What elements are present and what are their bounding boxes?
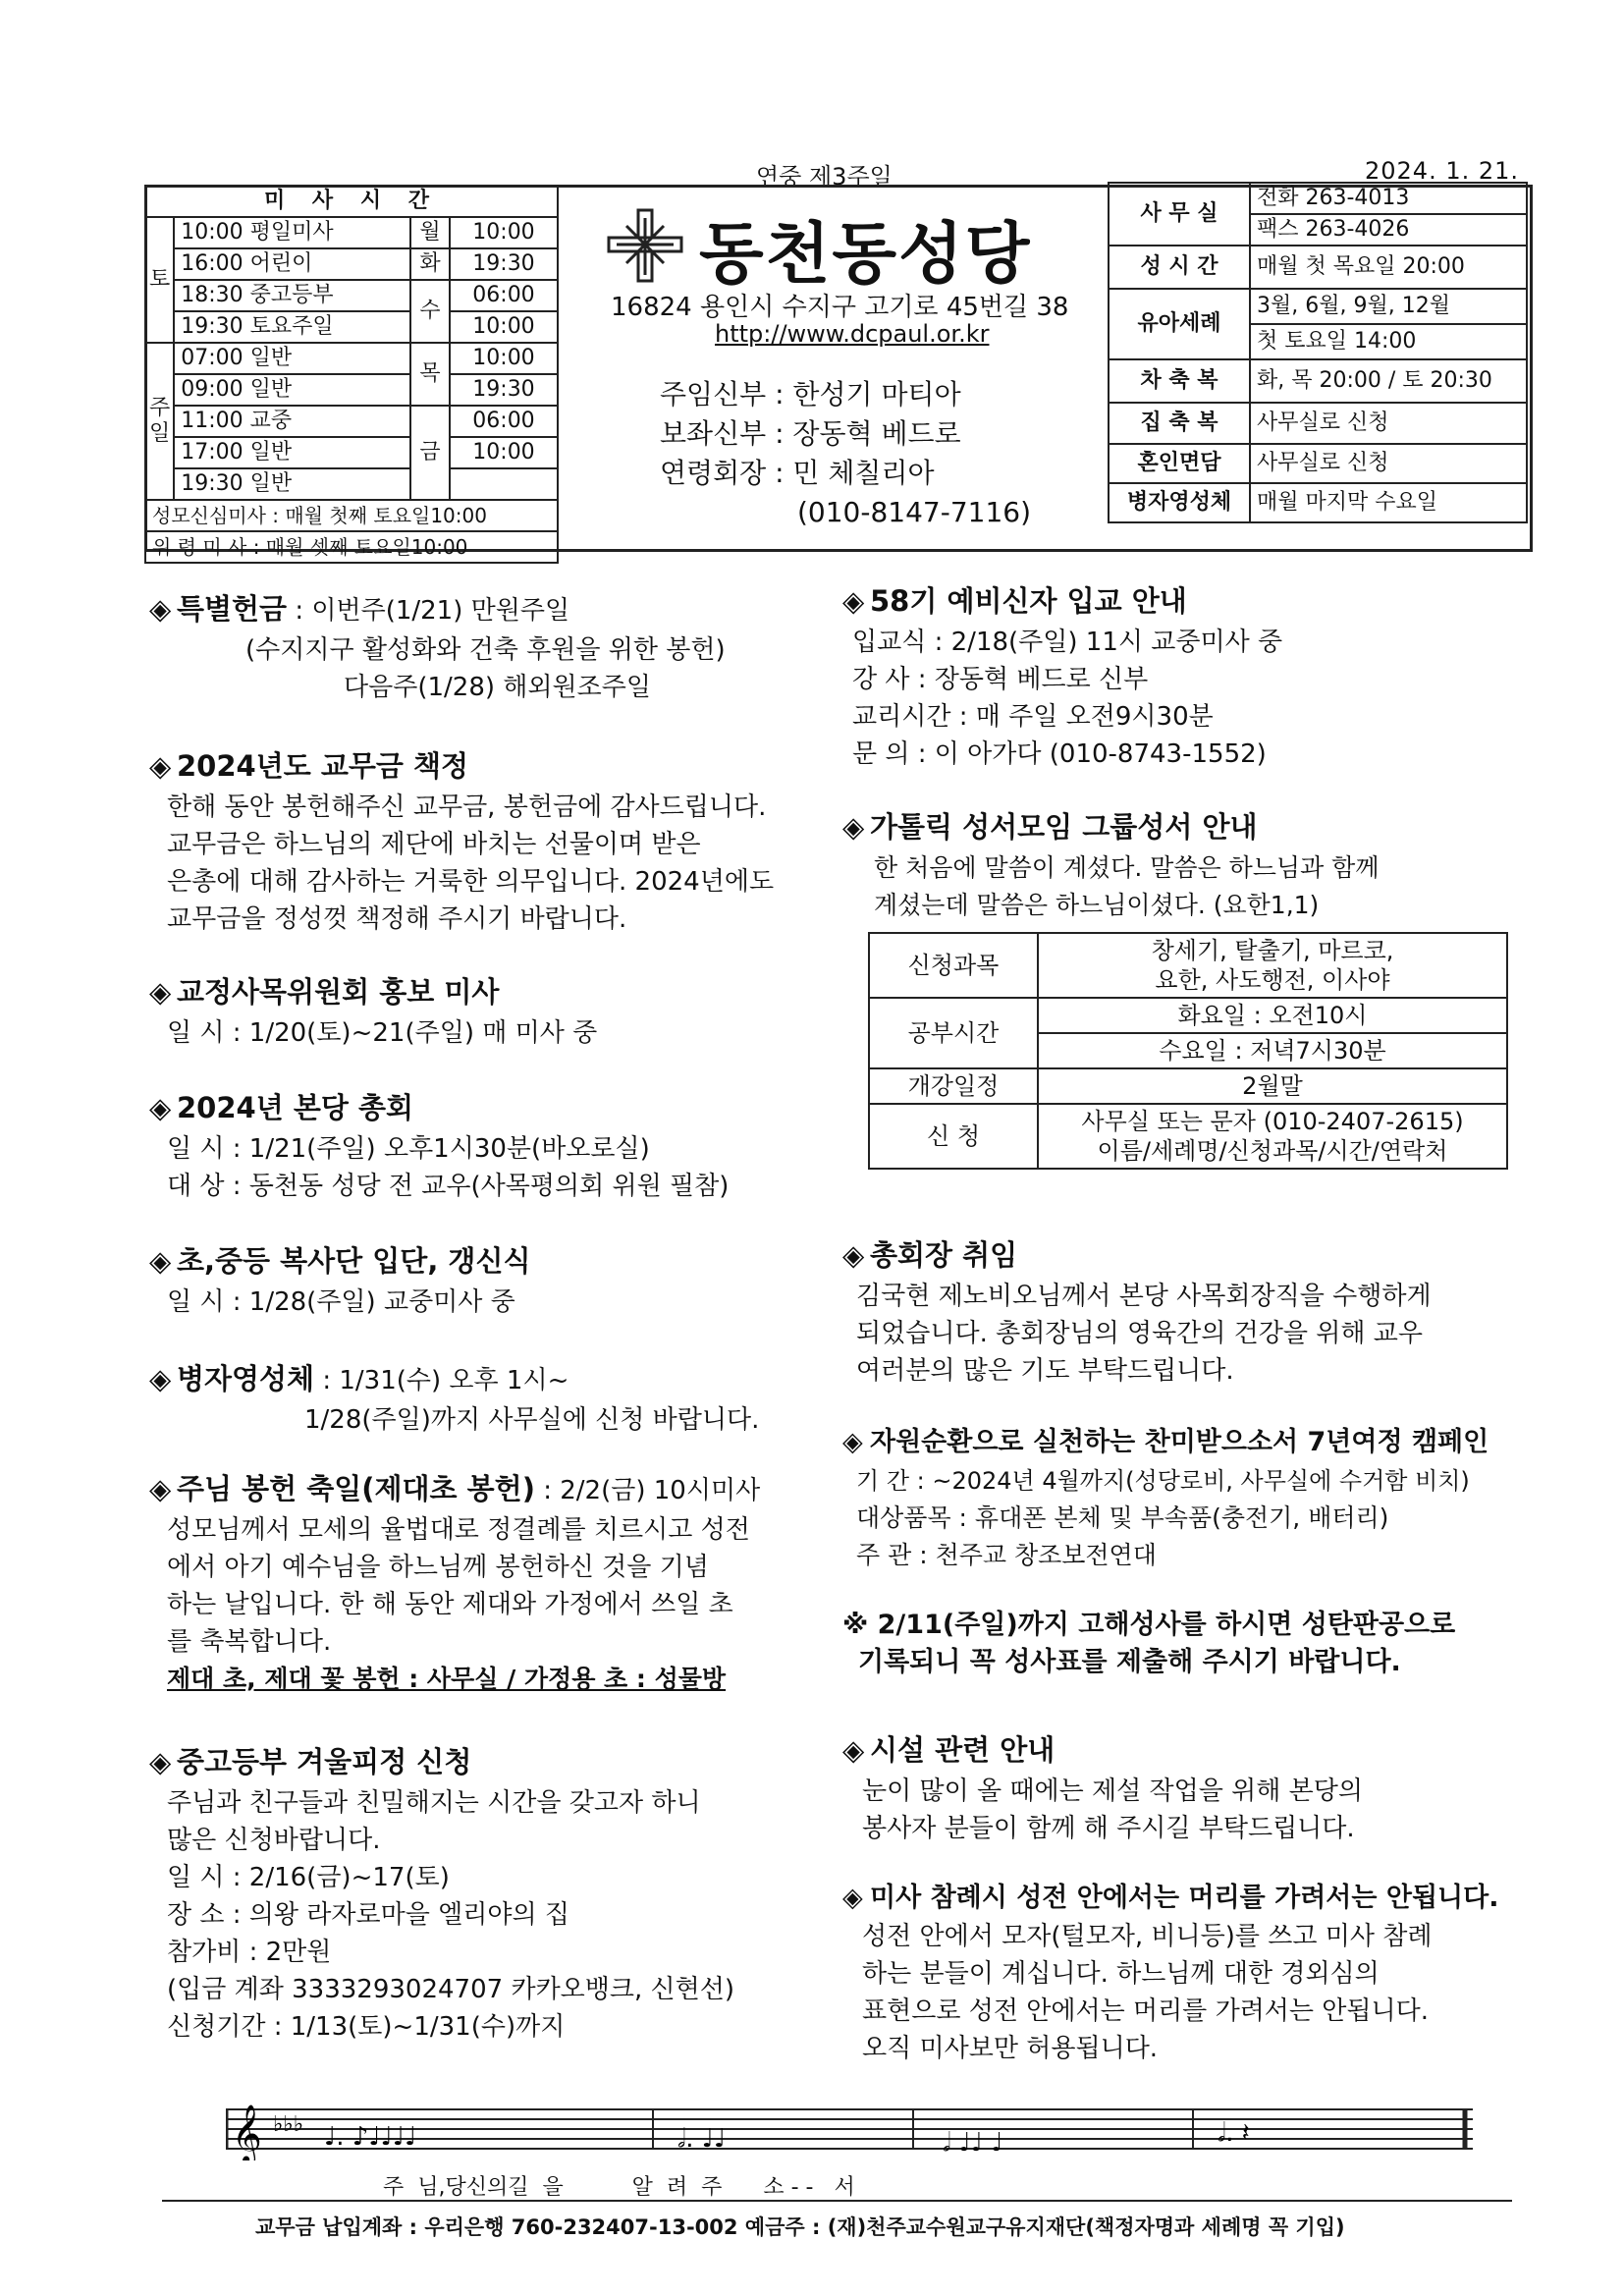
notice-general-assembly	[149, 1086, 817, 1205]
notice-confession	[842, 1607, 1520, 1681]
church-website-link[interactable]: http://www.dcpaul.or.kr	[715, 320, 990, 348]
bible-quote-line: 한 처음에 말씀이 계셨다. 말씀은 하느님과 함께	[874, 853, 1380, 882]
section-line: (입금 계좌 3333293024707 카카오뱅크, 신현선)	[167, 1975, 735, 2004]
svg-text:♭♭♭: ♭♭♭	[273, 2112, 304, 2137]
mass-item: 17:00 일반	[174, 437, 410, 468]
section-line: 다음주(1/28) 해외원조주일	[344, 673, 651, 702]
office-label: 성 시 간	[1109, 246, 1250, 289]
section-title: 병자영성체	[177, 1362, 315, 1395]
bible-row-value: 화요일 : 오전10시	[1038, 998, 1507, 1033]
mass-item: 19:30 토요주일	[174, 311, 410, 343]
notice-sick-communion	[149, 1357, 827, 1439]
office-value: 매월 첫 목요일 20:00	[1250, 246, 1527, 289]
section-title-detail: : 이번주(1/21) 만원주일	[287, 596, 570, 626]
svg-text:𝅗𝅥 ♩♩ ♩: 𝅗𝅥 ♩♩ ♩	[943, 2128, 1003, 2158]
section-line: 은총에 대해 감사하는 거룩한 의무입니다. 2024년에도	[167, 867, 775, 897]
diamond-icon: ◈	[842, 1238, 865, 1272]
saturday-label: 토	[145, 217, 174, 343]
diamond-icon: ◈	[149, 749, 172, 783]
section-title: 중고등부 겨울피정 신청	[177, 1745, 472, 1778]
bulletin-date: 2024. 1. 21.	[1365, 157, 1520, 185]
notice-campaign	[842, 1420, 1530, 1574]
section-line: 김국현 제노비오님께서 본당 사목회장직을 수행하게	[856, 1282, 1432, 1311]
section-line: 교무금은 하느님의 제단에 바치는 선물이며 받은	[167, 830, 701, 859]
notice-dues	[149, 744, 805, 938]
section-line: 기 간 : ~2024년 4월까지(성당로비, 사무실에 수거함 비치)	[856, 1467, 1470, 1495]
notice-special-offering	[149, 587, 827, 706]
section-line: 하는 분들이 계십니다. 하느님께 대한 경외심의	[862, 1959, 1380, 1989]
section-line: 교무금을 정성껏 책정해 주시기 바랍니다.	[167, 904, 627, 934]
notice-presentation-feast	[149, 1467, 817, 1698]
staff-association-head: 연령회장 : 민 체칠리아	[660, 457, 935, 489]
notice-altar-servers	[149, 1239, 805, 1321]
bible-row-label: 신 청	[869, 1104, 1038, 1169]
bible-quote-line: 계셨는데 말씀은 하느님이셨다. (요한1,1)	[874, 891, 1320, 919]
diamond-icon: ◈	[842, 810, 865, 844]
weekday-time: 06:00	[450, 280, 558, 311]
church-logo-icon	[601, 208, 689, 283]
notice-president	[842, 1233, 1520, 1390]
section-title: 2024년 본당 총회	[177, 1091, 413, 1124]
section-line: 표현으로 성전 안에서는 머리를 가려서는 안됩니다.	[862, 1996, 1430, 2026]
section-title: 2024년도 교무금 책정	[177, 749, 469, 783]
mass-item: 19:30 일반	[174, 468, 410, 500]
section-title: 주님 봉헌 축일(제대초 봉헌)	[177, 1472, 535, 1505]
confession-line: ※ 2/11(주일)까지 고해성사를 하시면 성탄판공으로	[842, 1610, 1456, 1640]
office-value: 팩스 263-4026	[1250, 214, 1527, 246]
bible-row-value: 사무실 또는 문자 (010-2407-2615)	[1081, 1108, 1464, 1135]
section-line: 많은 신청바랍니다.	[167, 1826, 381, 1855]
section-note: 제대 초, 제대 꽃 봉헌 : 사무실 / 가정용 초 : 성물방	[167, 1665, 727, 1693]
section-line: 일 시 : 1/20(토)~21(주일) 매 미사 중	[167, 1018, 598, 1048]
section-line: 주님과 친구들과 친밀해지는 시간을 갖고자 하니	[167, 1788, 701, 1818]
office-info-table	[1108, 182, 1528, 523]
section-title: 시설 관련 안내	[870, 1733, 1056, 1767]
section-line: 일 시 : 1/28(주일) 교중미사 중	[167, 1287, 515, 1317]
bible-row-value: 요한, 사도행전, 이사야	[1155, 966, 1390, 994]
liturgical-week: 연중 제3주일	[756, 163, 893, 191]
diamond-icon: ◈	[149, 1091, 172, 1124]
diamond-icon: ◈	[149, 1745, 172, 1778]
section-line: 에서 아기 예수님을 하느님께 봉헌하신 것을 기념	[167, 1553, 709, 1582]
diamond-icon: ◈	[149, 975, 172, 1009]
diamond-icon: ◈	[842, 1883, 863, 1913]
office-label: 유아세례	[1109, 289, 1250, 359]
confession-line: 기록되니 꼭 성사표를 제출해 주시기 바랍니다.	[858, 1647, 1401, 1677]
mass-schedule-table	[144, 185, 559, 564]
weekday-label: 화	[410, 248, 450, 280]
weekday-time: 10:00	[450, 217, 558, 248]
weekday-time: 19:30	[450, 374, 558, 406]
section-title: 교정사목위원회 홍보 미사	[177, 975, 500, 1009]
weekday-label: 금	[410, 406, 450, 500]
staff-phone: (010-8147-7116)	[797, 496, 1032, 528]
section-line: 를 축복합니다.	[167, 1627, 332, 1657]
bible-row-value: 창세기, 탈출기, 마르코,	[1151, 937, 1394, 964]
weekday-time: 10:00	[450, 343, 558, 374]
section-line: 교리시간 : 매 주일 오전9시30분	[852, 702, 1214, 732]
bible-row-value: 이름/세례명/신청과목/시간/연락처	[1097, 1137, 1448, 1165]
section-line: 대 상 : 동천동 성당 전 교우(사목평의회 위원 필참)	[167, 1172, 730, 1201]
notice-hats	[842, 1876, 1530, 2067]
footer-rule	[162, 2200, 1512, 2202]
diamond-icon: ◈	[842, 1733, 865, 1767]
section-title: 초,중등 복사단 입단, 갱신식	[177, 1244, 531, 1278]
section-line: 일 시 : 1/21(주일) 오후1시30분(바오로실)	[167, 1134, 650, 1164]
section-title: 미사 참례시 성전 안에서는 머리를 가려서는 안됩니다.	[870, 1883, 1499, 1913]
section-line: 1/28(주일)까지 사무실에 신청 바랍니다.	[304, 1405, 760, 1435]
mass-item: 11:00 교중	[174, 406, 410, 437]
mass-item: 10:00 평일미사	[174, 217, 410, 248]
special-mass-2: 위 령 미 사 : 매월 셋째 토요일10:00	[145, 531, 558, 563]
section-line: (수지지구 활성화와 건축 후원을 위한 봉헌)	[245, 635, 726, 665]
mass-item: 18:30 중고등부	[174, 280, 410, 311]
section-line: 성전 안에서 모자(털모자, 비니등)를 쓰고 미사 참례	[862, 1922, 1433, 1951]
music-staff	[226, 2102, 1473, 2160]
sunday-label: 주일	[145, 343, 174, 500]
office-label: 차 축 복	[1109, 359, 1250, 403]
weekday-label: 수	[410, 280, 450, 343]
footer-bank-account: 교무금 납입계좌 : 우리은행 760-232407-13-002 예금주 : (재)천주교수원교구유지재단(책정자명과 세례명 꼭 기입)	[255, 2215, 1345, 2239]
section-line: 강 사 : 장동혁 베드로 신부	[852, 665, 1149, 694]
section-title: 특별헌금	[177, 592, 288, 626]
notice-bible-study	[842, 805, 1510, 1170]
bible-row-label: 공부시간	[869, 998, 1038, 1068]
mass-item: 07:00 일반	[174, 343, 410, 374]
bible-row-value: 수요일 : 저녁7시30분	[1038, 1033, 1507, 1068]
diamond-icon: ◈	[149, 1472, 172, 1505]
office-label: 혼인면담	[1109, 444, 1250, 483]
office-value: 화, 목 20:00 / 토 20:30	[1250, 359, 1527, 403]
section-line: 눈이 많이 올 때에는 제설 작업을 위해 본당의	[862, 1777, 1363, 1806]
svg-text:𝅗𝅥. ♩♩: 𝅗𝅥. ♩♩	[677, 2124, 727, 2154]
section-line: 주 관 : 천주교 창조보전연대	[856, 1541, 1157, 1569]
office-value: 매월 마지막 수요일	[1250, 483, 1527, 522]
weekday-label: 월	[410, 217, 450, 248]
section-line: 대상품목 : 휴대폰 본체 및 부속품(충전기, 배터리)	[856, 1503, 1389, 1532]
section-title-detail: : 2/2(금) 10시미사	[534, 1476, 761, 1505]
church-name: 동천동성당	[699, 216, 1032, 294]
diamond-icon: ◈	[149, 592, 172, 626]
diamond-icon: ◈	[842, 1427, 863, 1457]
weekday-label: 목	[410, 343, 450, 406]
section-line: 오직 미사보만 허용됩니다.	[862, 2034, 1159, 2063]
special-mass-1: 성모신심미사 : 매월 첫째 토요일10:00	[145, 500, 558, 531]
office-value: 사무실로 신청	[1250, 403, 1527, 444]
weekday-time: 10:00	[450, 311, 558, 343]
bible-row-label: 개강일정	[869, 1068, 1038, 1104]
section-title: 자원순환으로 실천하는 찬미받으소서 7년여정 캠페인	[870, 1427, 1489, 1457]
weekday-time: 19:30	[450, 248, 558, 280]
section-line: 봉사자 분들이 함께 해 주시길 부탁드립니다.	[862, 1814, 1355, 1843]
diamond-icon: ◈	[149, 1244, 172, 1278]
section-line: 여러분의 많은 기도 부탁드립니다.	[856, 1356, 1234, 1386]
section-title: 총회장 취임	[870, 1238, 1018, 1272]
notice-facility	[842, 1728, 1520, 1847]
section-line: 장 소 : 의왕 라자로마을 엘리야의 집	[167, 1900, 569, 1930]
staff-list	[660, 375, 1031, 532]
section-line: 일 시 : 2/16(금)~17(토)	[167, 1863, 450, 1892]
mass-item: 09:00 일반	[174, 374, 410, 406]
bible-study-table	[868, 932, 1508, 1170]
hymn-lyrics: 주 님,당신의길 을 알 려 주 소 - - 서	[383, 2175, 855, 2200]
section-line: 입교식 : 2/18(주일) 11시 교중미사 중	[852, 628, 1283, 657]
office-value: 사무실로 신청	[1250, 444, 1527, 483]
diamond-icon: ◈	[149, 1362, 172, 1395]
weekday-time: 10:00	[450, 437, 558, 468]
notice-youth-retreat	[149, 1740, 805, 2046]
svg-text:♩. ♪♩♩♩♩: ♩. ♪♩♩♩♩	[324, 2122, 417, 2152]
church-address: 16824 용인시 수지구 고기로 45번길 38	[611, 293, 1069, 322]
section-line: 성모님께서 모세의 율법대로 정결례를 치르시고 성전	[167, 1515, 750, 1545]
office-value: 3월, 6월, 9월, 12월	[1250, 289, 1527, 324]
svg-text:𝄞: 𝄞	[232, 2105, 262, 2160]
mass-item: 16:00 어린이	[174, 248, 410, 280]
section-line: 하는 날입니다. 한 해 동안 제대와 가정에서 쓰일 초	[167, 1590, 733, 1619]
office-label: 사 무 실	[1109, 183, 1250, 246]
office-value: 전화 263-4013	[1250, 183, 1527, 214]
section-line: 문 의 : 이 아가다 (010-8743-1552)	[852, 739, 1267, 769]
notice-prison-ministry	[149, 970, 805, 1052]
staff-assistant: 보좌신부 : 장동혁 베드로	[660, 417, 961, 450]
section-title: 가톨릭 성서모임 그룹성서 안내	[870, 810, 1258, 844]
section-line: 한해 동안 봉헌해주신 교무금, 봉헌금에 감사드립니다.	[167, 793, 767, 822]
section-title: 58기 예비신자 입교 안내	[870, 584, 1187, 618]
office-label: 병자영성체	[1109, 483, 1250, 522]
diamond-icon: ◈	[842, 584, 865, 618]
office-value: 첫 토요일 14:00	[1250, 324, 1527, 359]
bible-row-value: 2월말	[1038, 1068, 1507, 1104]
section-title-detail: : 1/31(수) 오후 1시~	[314, 1366, 569, 1395]
bible-row-label: 신청과목	[869, 933, 1038, 998]
staff-pastor: 주임신부 : 한성기 마티아	[660, 378, 961, 410]
svg-text:𝅗𝅥. 𝄽: 𝅗𝅥. 𝄽	[1218, 2118, 1250, 2148]
section-line: 참가비 : 2만원	[167, 1938, 332, 1967]
section-line: 신청기간 : 1/13(토)~1/31(수)까지	[167, 2012, 566, 2042]
notice-catechumen	[842, 579, 1490, 773]
office-label: 집 축 복	[1109, 403, 1250, 444]
mass-schedule-title: 미 사 시 간	[145, 186, 558, 217]
section-line: 되었습니다. 총회장님의 영육간의 건강을 위해 교우	[856, 1319, 1424, 1348]
weekday-time: 06:00	[450, 406, 558, 437]
